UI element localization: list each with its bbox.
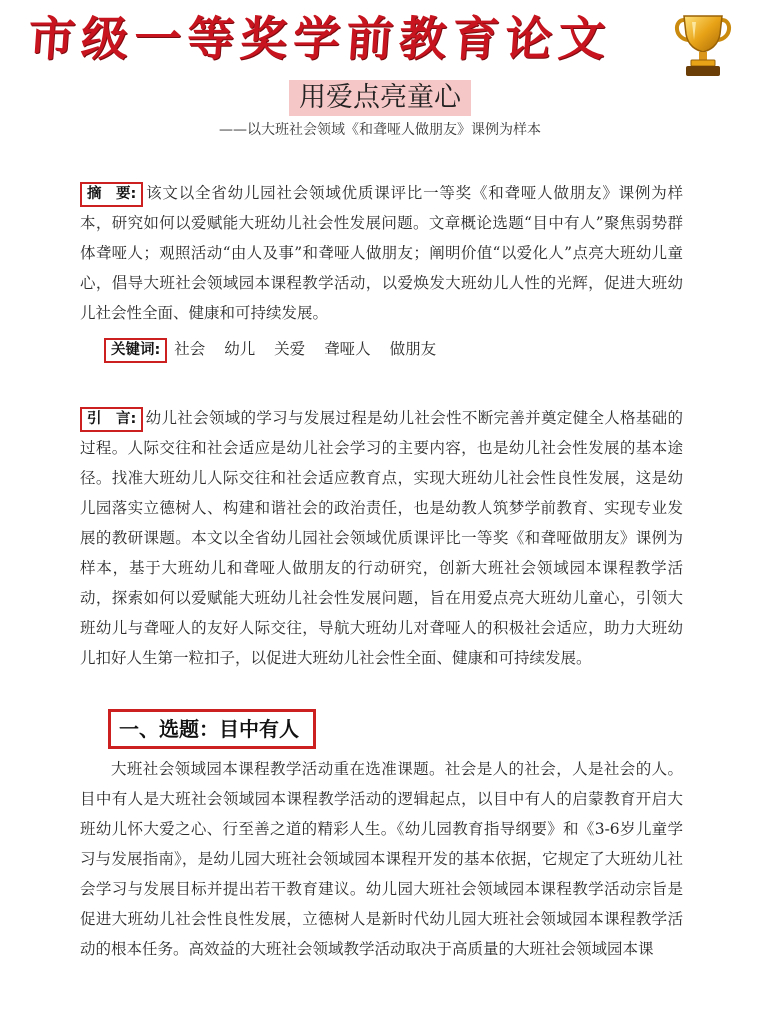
keyword-item: 社会 (174, 340, 206, 358)
keyword-item: 幼儿 (224, 340, 256, 358)
keyword-item: 聋哑人 (324, 340, 371, 358)
keywords-line (104, 335, 450, 363)
title-wrap (0, 80, 760, 116)
section1-paragraph: 大班社会领域园本课程教学活动重在选准课题。社会是人的社会，人是社会的人。目中有人是大班社会领域园本课程教学活动的逻辑起点，以目中有人的启蒙教育开启大班幼儿怀大爱之心、行至善之道的精彩人生。《幼儿园教育指导纲要》和《3-6岁儿童学习与发展指南》，是幼儿园大班社会领域园本课程开发的基本依据，它规定了大班幼儿社会学习与发展目标并提出若干教育建议。幼儿园大班社会领域园本课程教学活动宗旨是促进大班幼儿社会性良性发展，立德树人是新时代幼儿园大班社会领域园本课程教学活动的根本任务。高效益的大班社会领域教学活动取决于高质量的大班社会领域园本课 (80, 760, 683, 958)
abstract-label: 摘 要: (80, 182, 143, 207)
keywords-label: 关键词: (104, 338, 167, 363)
header-banner (0, 0, 760, 80)
intro-text: 幼儿社会领域的学习与发展过程是幼儿社会性不断完善并奠定健全人格基础的过程。人际交往和社会适应是幼儿社会学习的主要内容，也是幼儿社会性发展的基本途径。找准大班幼儿人际交往和社会适应教育点，实现大班幼儿社会性良性发展，这是幼儿园落实立德树人、构建和谐社会的政治责任，也是幼教人筑梦学前教育、实现专业发展的教研课题。本文以全省幼儿园社会领域优质课评比一等奖《和聋哑做朋友》课例为样本，基于大班幼儿和聋哑人做朋友的行动研究，创新大班社会领域园本课程教学活动，探索如何以爱赋能大班幼儿社会性发展问题，旨在用爱点亮大班幼儿童心，引领大班幼儿与聋哑人的友好人际交往，导航大班幼儿对聋哑人的积极社会适应，助力大班幼儿扣好人生第一粒扣子，以促进大班幼儿社会性全面、健康和可持续发展。 (80, 409, 683, 667)
page-title: 用爱点亮童心 (289, 80, 471, 116)
trophy-icon (672, 12, 734, 78)
intro-label: 引 言: (80, 407, 143, 432)
page-subtitle: ——以大班社会领域《和聋哑人做朋友》课例为样本 (219, 122, 541, 138)
intro-paragraph (80, 403, 683, 673)
abstract-paragraph (80, 178, 683, 328)
abstract-text: 该文以全省幼儿园社会领域优质课评比一等奖《和聋哑人做朋友》课例为样本，研究如何以爱赋能大班幼儿社会性发展问题。文章概论选题“目中有人”聚焦弱势群体聋哑人；观照活动“由人及事”和聋哑人做朋友；阐明价值“以爱化人”点亮大班幼儿童心，倡导大班社会领域园本课程教学活动，以爱焕发大班幼儿人性的光辉，促进大班幼儿社会性全面、健康和可持续发展。 (80, 184, 683, 322)
keyword-item: 关爱 (274, 340, 306, 358)
keyword-item: 做朋友 (389, 340, 437, 358)
section-heading: 一、选题：目中有人 (108, 709, 316, 749)
banner-title: 市级一等奖学前教育论文 (26, 12, 613, 67)
